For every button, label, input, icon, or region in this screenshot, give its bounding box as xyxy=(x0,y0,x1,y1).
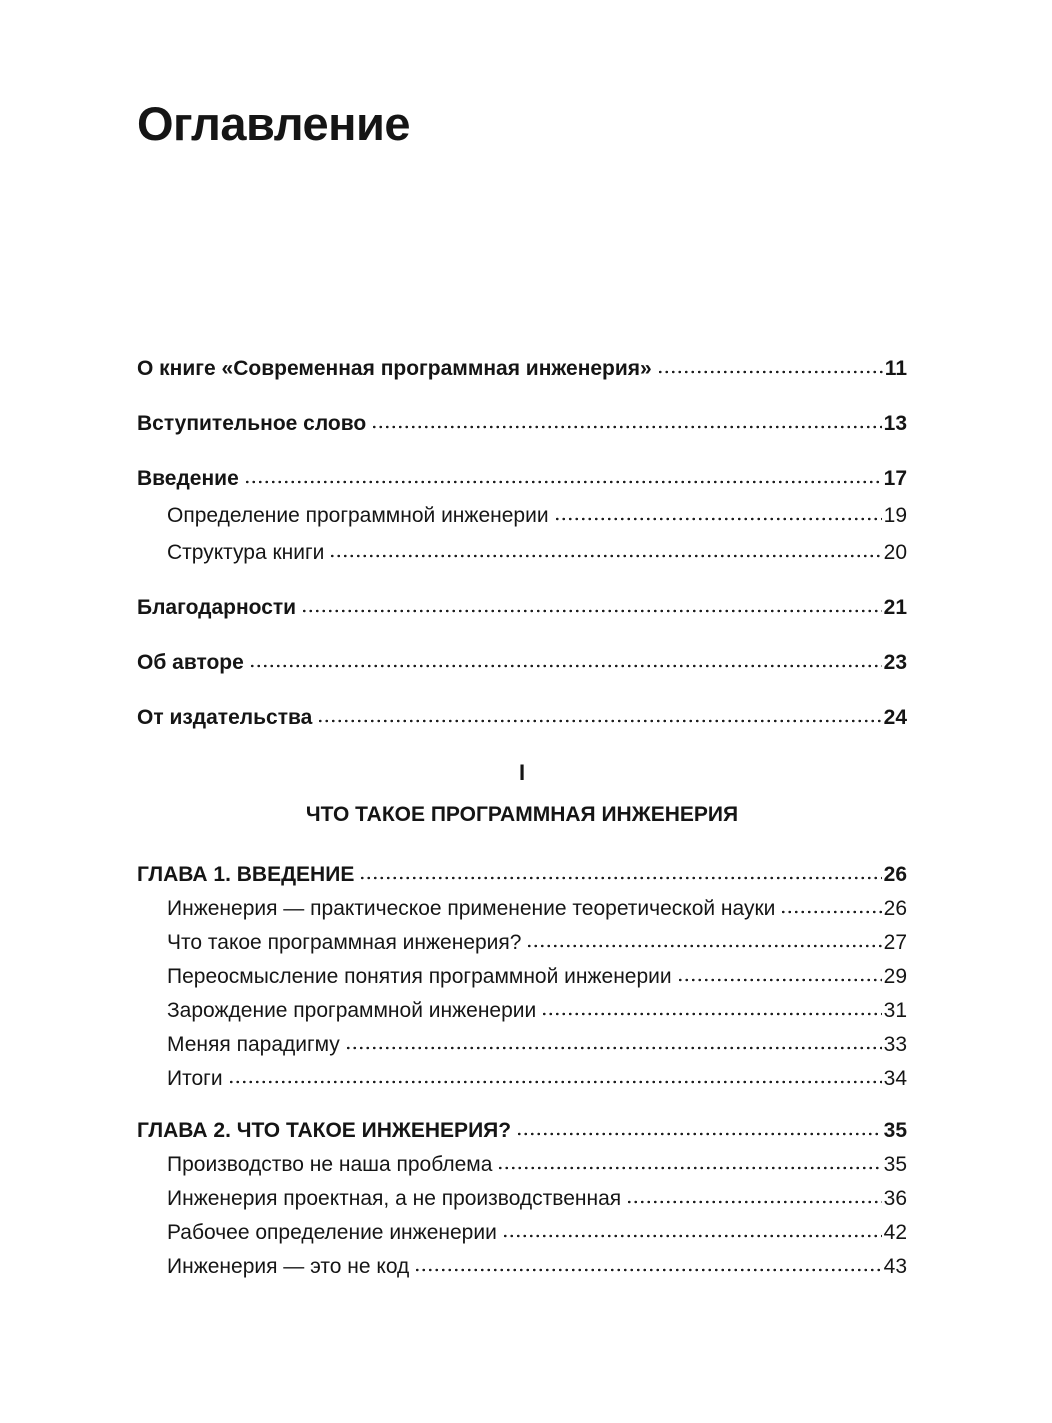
toc-entry-label: Меняя парадигму xyxy=(167,1033,340,1056)
toc-entry-label: Вступительное слово xyxy=(137,412,367,435)
dot-leader xyxy=(228,1076,882,1085)
toc-entry-label: Что такое программная инженерия? xyxy=(167,931,522,954)
toc-entry-page: 29 xyxy=(883,965,907,988)
dot-leader xyxy=(677,974,882,983)
toc-entry-page: 11 xyxy=(884,357,907,380)
toc-entry-page: 19 xyxy=(883,504,907,527)
toc-entry xyxy=(137,1216,907,1250)
toc-entry-label: Переосмысление понятия программной инженерии xyxy=(167,965,672,988)
toc-entry-label: Инженерия проектная, а не производственная xyxy=(167,1187,622,1210)
dot-leader xyxy=(345,1042,882,1051)
toc-entry xyxy=(137,1182,907,1216)
toc-entry-label: Определение программной инженерии xyxy=(167,504,549,527)
dot-leader xyxy=(359,872,881,881)
toc-entry-label: От издательства xyxy=(137,706,313,729)
toc-entry xyxy=(137,460,907,497)
toc-entry-page: 35 xyxy=(883,1119,907,1142)
toc-entry xyxy=(137,994,907,1028)
toc-entry-label: ГЛАВА 1. ВВЕДЕНИЕ xyxy=(137,863,355,886)
dot-leader xyxy=(516,1128,882,1137)
toc-entry-page: 26 xyxy=(883,863,907,886)
toc-entry-label: Инженерия — практическое применение теоретической науки xyxy=(167,897,776,920)
toc-entry-page: 21 xyxy=(883,596,907,619)
toc-entry-page: 33 xyxy=(883,1033,907,1056)
dot-leader xyxy=(371,421,881,430)
toc-entry-page: 43 xyxy=(883,1255,907,1278)
toc-part-entries xyxy=(137,858,907,1284)
dot-leader xyxy=(244,476,882,485)
toc-front-matter xyxy=(137,350,907,736)
toc-entry-page: 26 xyxy=(883,897,907,920)
dot-leader xyxy=(414,1264,881,1273)
toc-entry-page: 42 xyxy=(883,1221,907,1244)
dot-leader xyxy=(317,715,881,724)
toc-entry-label: Инженерия — это не код xyxy=(167,1255,410,1278)
toc-entry-label: ГЛАВА 2. ЧТО ТАКОЕ ИНЖЕНЕРИЯ? xyxy=(137,1119,512,1142)
toc-entry xyxy=(137,589,907,626)
dot-leader xyxy=(780,906,881,915)
toc-entry xyxy=(137,497,907,534)
table-of-contents xyxy=(137,350,907,1284)
toc-entry xyxy=(137,1062,907,1096)
toc-entry xyxy=(137,960,907,994)
dot-leader xyxy=(502,1230,882,1239)
toc-entry-page: 24 xyxy=(883,706,907,729)
toc-entry-page: 34 xyxy=(883,1067,907,1090)
toc-entry-label: Рабочее определение инженерии xyxy=(167,1221,497,1244)
toc-entry xyxy=(137,534,907,571)
part-number: I xyxy=(518,760,526,785)
toc-entry-page: 35 xyxy=(883,1153,907,1176)
toc-entry-page: 20 xyxy=(883,541,907,564)
toc-entry-page: 23 xyxy=(883,651,907,674)
dot-leader xyxy=(249,660,882,669)
toc-entry xyxy=(137,1148,907,1182)
toc-entry xyxy=(137,644,907,681)
toc-entry xyxy=(137,926,907,960)
part-title: ЧТО ТАКОЕ ПРОГРАММНАЯ ИНЖЕНЕРИЯ xyxy=(305,803,739,826)
toc-entry xyxy=(137,1250,907,1284)
toc-entry-page: 27 xyxy=(883,931,907,954)
dot-leader xyxy=(497,1162,881,1171)
toc-chapter-entry xyxy=(137,858,907,892)
dot-leader xyxy=(526,940,881,949)
dot-leader xyxy=(626,1196,881,1205)
page-title: Оглавление xyxy=(137,97,411,150)
toc-entry-page: 13 xyxy=(883,412,907,435)
toc-entry xyxy=(137,892,907,926)
part-heading xyxy=(137,760,907,828)
toc-entry xyxy=(137,1028,907,1062)
toc-entry-label: Об авторе xyxy=(137,651,244,674)
toc-entry xyxy=(137,699,907,736)
toc-entry-page: 31 xyxy=(883,999,907,1022)
toc-entry xyxy=(137,350,907,387)
dot-leader xyxy=(657,366,883,375)
toc-entry-label: Итоги xyxy=(167,1067,223,1090)
toc-entry-page: 17 xyxy=(883,467,907,490)
toc-entry-label: Производство не наша проблема xyxy=(167,1153,493,1176)
toc-entry-label: Благодарности xyxy=(137,596,297,619)
toc-chapter-entry xyxy=(137,1114,907,1148)
dot-leader xyxy=(329,550,881,559)
toc-entry-label: Введение xyxy=(137,467,239,490)
dot-leader xyxy=(301,605,882,614)
toc-entry-label: Структура книги xyxy=(167,541,325,564)
toc-entry-label: Зарождение программной инженерии xyxy=(167,999,537,1022)
dot-leader xyxy=(541,1008,881,1017)
toc-entry-page: 36 xyxy=(883,1187,907,1210)
toc-entry xyxy=(137,405,907,442)
dot-leader xyxy=(554,513,882,522)
toc-entry-label: О книге «Современная программная инженерия» xyxy=(137,357,652,380)
